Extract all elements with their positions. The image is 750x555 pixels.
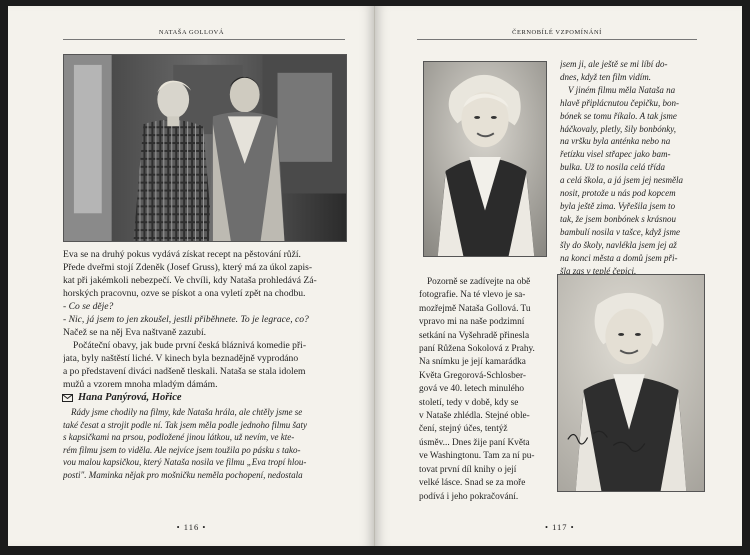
text-line: šla zas v teplé čepici. (560, 265, 637, 276)
text-line: kat při jakémkoli nebezpečí. Ve chvíli, kdy Nataša prohledává Zá- (63, 275, 317, 286)
page-number-right: • 117 • (545, 522, 575, 532)
text-line: a po představení diváci nadšeně tleskali. Nataša se stala idolem (63, 366, 306, 377)
text-line: Počáteční obavy, jak bude první česká bláznivá komedie při- (73, 340, 307, 351)
text-line: tovat první díl knihy o její (419, 464, 517, 475)
reader-letter (63, 406, 346, 482)
page-number-left: • 116 • (176, 522, 207, 532)
body-paragraph-1 (63, 248, 346, 339)
text-line: a celá škola, a já jsem jej nesměla (560, 175, 683, 186)
text-line: jsem ji, ale ještě se mi líbí do- (560, 59, 668, 69)
text-line: úsměv... Dnes žije paní Květa (419, 437, 530, 448)
text-line: tak, že jsem bonbónek s krásnou (560, 213, 676, 224)
envelope-icon (62, 394, 73, 402)
text-line: čení, stejný účes, tentýž (419, 424, 508, 435)
text-line: hlavě připlácnutou čepičku, bon- (560, 97, 679, 108)
text-line: setkání na Vyšehradě přinesla (419, 330, 530, 341)
text-line: gová ve 40. letech minulého (419, 384, 525, 395)
text-line: Na snímku je její kamarádka (419, 357, 526, 368)
letter-heading (62, 392, 182, 403)
running-head-right: ČERNOBÍLÉ VZPOMÍNÁNÍ (512, 29, 602, 36)
letter-author: Hana Panýrová, Hořice (78, 392, 182, 403)
text-line: řetízku visel střapec jako bam- (560, 149, 671, 160)
text-line: šly do školy, navlékla jsem jej až (560, 239, 677, 250)
text-line: na vršku byla anténka nebo na (560, 136, 671, 147)
text-line: velké lásce. Snad se za moře (419, 478, 526, 489)
text-line: bulka. Už to nosila celá třída (560, 162, 665, 173)
text-line: vou malou kapsičkou, který Nataša nosila ve filmu „Eva tropí hlou- (63, 457, 307, 468)
text-line: Pozorně se zadívejte na obě (427, 277, 531, 287)
photo-comparison-text (419, 276, 547, 504)
text-line: Eva se na druhý pokus vydává získat recept na pěstování růží. (63, 249, 301, 260)
text-line: byla ještě zima. Vyřešila jsem to (560, 200, 676, 211)
header-rule-left (63, 39, 345, 40)
text-line: mužů a vzorem mnoha mladým dámám. (63, 379, 218, 390)
book-spread (8, 6, 742, 546)
text-line: Načež se na něj Eva naštvaně zazubí. (63, 327, 207, 338)
text-line: Přede dveřmi stojí Zdeněk (Josef Gruss), který má za úkol zapis- (63, 262, 313, 273)
text-line: paní Růžena Sokolová z Prahy. (419, 344, 535, 355)
text-line: dnes, když ten film vidím. (560, 71, 651, 82)
dialogue-line: - Nic, já jsem to jen zkoušel, jestli přiběhnete. To je legrace, co? (63, 314, 309, 325)
text-line: rém filmu jsem to viděla. Ale nejvíce jsem toužila po pásku s tako- (63, 444, 301, 455)
text-line: horských pracovnu, ozve se pískot a ona vyletí zpět na chodbu. (63, 288, 306, 299)
film-still-photo (63, 54, 347, 242)
text-line: nosit, protože u nás pod kopcem (560, 188, 676, 199)
text-line: století, tedy v době, kdy se (419, 397, 519, 408)
text-line: také česat a strojit podle ní. Tak jsem měla podle jednoho filmu šaty (63, 419, 308, 430)
body-paragraph-2 (63, 339, 346, 391)
text-line: fotografie. Na té vlevo je sa- (419, 290, 526, 301)
running-head-left: NATAŠA GOLLOVÁ (158, 29, 225, 36)
right-page (375, 6, 742, 546)
text-line: posti". Maminka nějak pro mošničku neměla pochopení, nedostala (63, 469, 303, 480)
text-line: ve Washingtonu. Tam za ní pu- (419, 451, 535, 462)
text-line: bambulí nosila v tašce, když jsme (560, 226, 680, 237)
text-line: háčkovaly, pletly, šily bonbónky, (560, 123, 676, 134)
text-line: bónek se tomu říkalo. A tak jsme (560, 110, 677, 121)
left-page (8, 6, 375, 546)
text-line: Květa Gregorová-Schlosber- (419, 370, 526, 381)
text-line: v Nataše zhlédla. Stejné oble- (419, 411, 530, 422)
text-line: s kapsičkami na prsou, podložené jinou látkou, už nevím, ve kte- (63, 432, 295, 443)
text-line: podívá i jeho pokračování. (419, 491, 519, 502)
dialogue-line: - Co se děje? (63, 301, 114, 312)
text-line: mozřejmě Nataša Gollová. Tu (419, 303, 531, 314)
portrait-photo-kveta (557, 274, 705, 492)
text-line: Rády jsme chodily na filmy, kde Nataša hrála, ale chtěly jsme se (71, 407, 303, 417)
text-line: V jiném filmu měla Nataša na (568, 84, 676, 95)
text-line: na konci města a domů jsem při- (560, 252, 678, 263)
portrait-photo-gollova (423, 61, 547, 257)
header-rule-right (417, 39, 697, 40)
letter-continuation (560, 58, 698, 277)
text-line: vpravo mi na naše podzimní (419, 317, 525, 328)
text-line: jata, byly naštěstí liché. V kinech byla beznadějně vyprodáno (63, 353, 299, 364)
